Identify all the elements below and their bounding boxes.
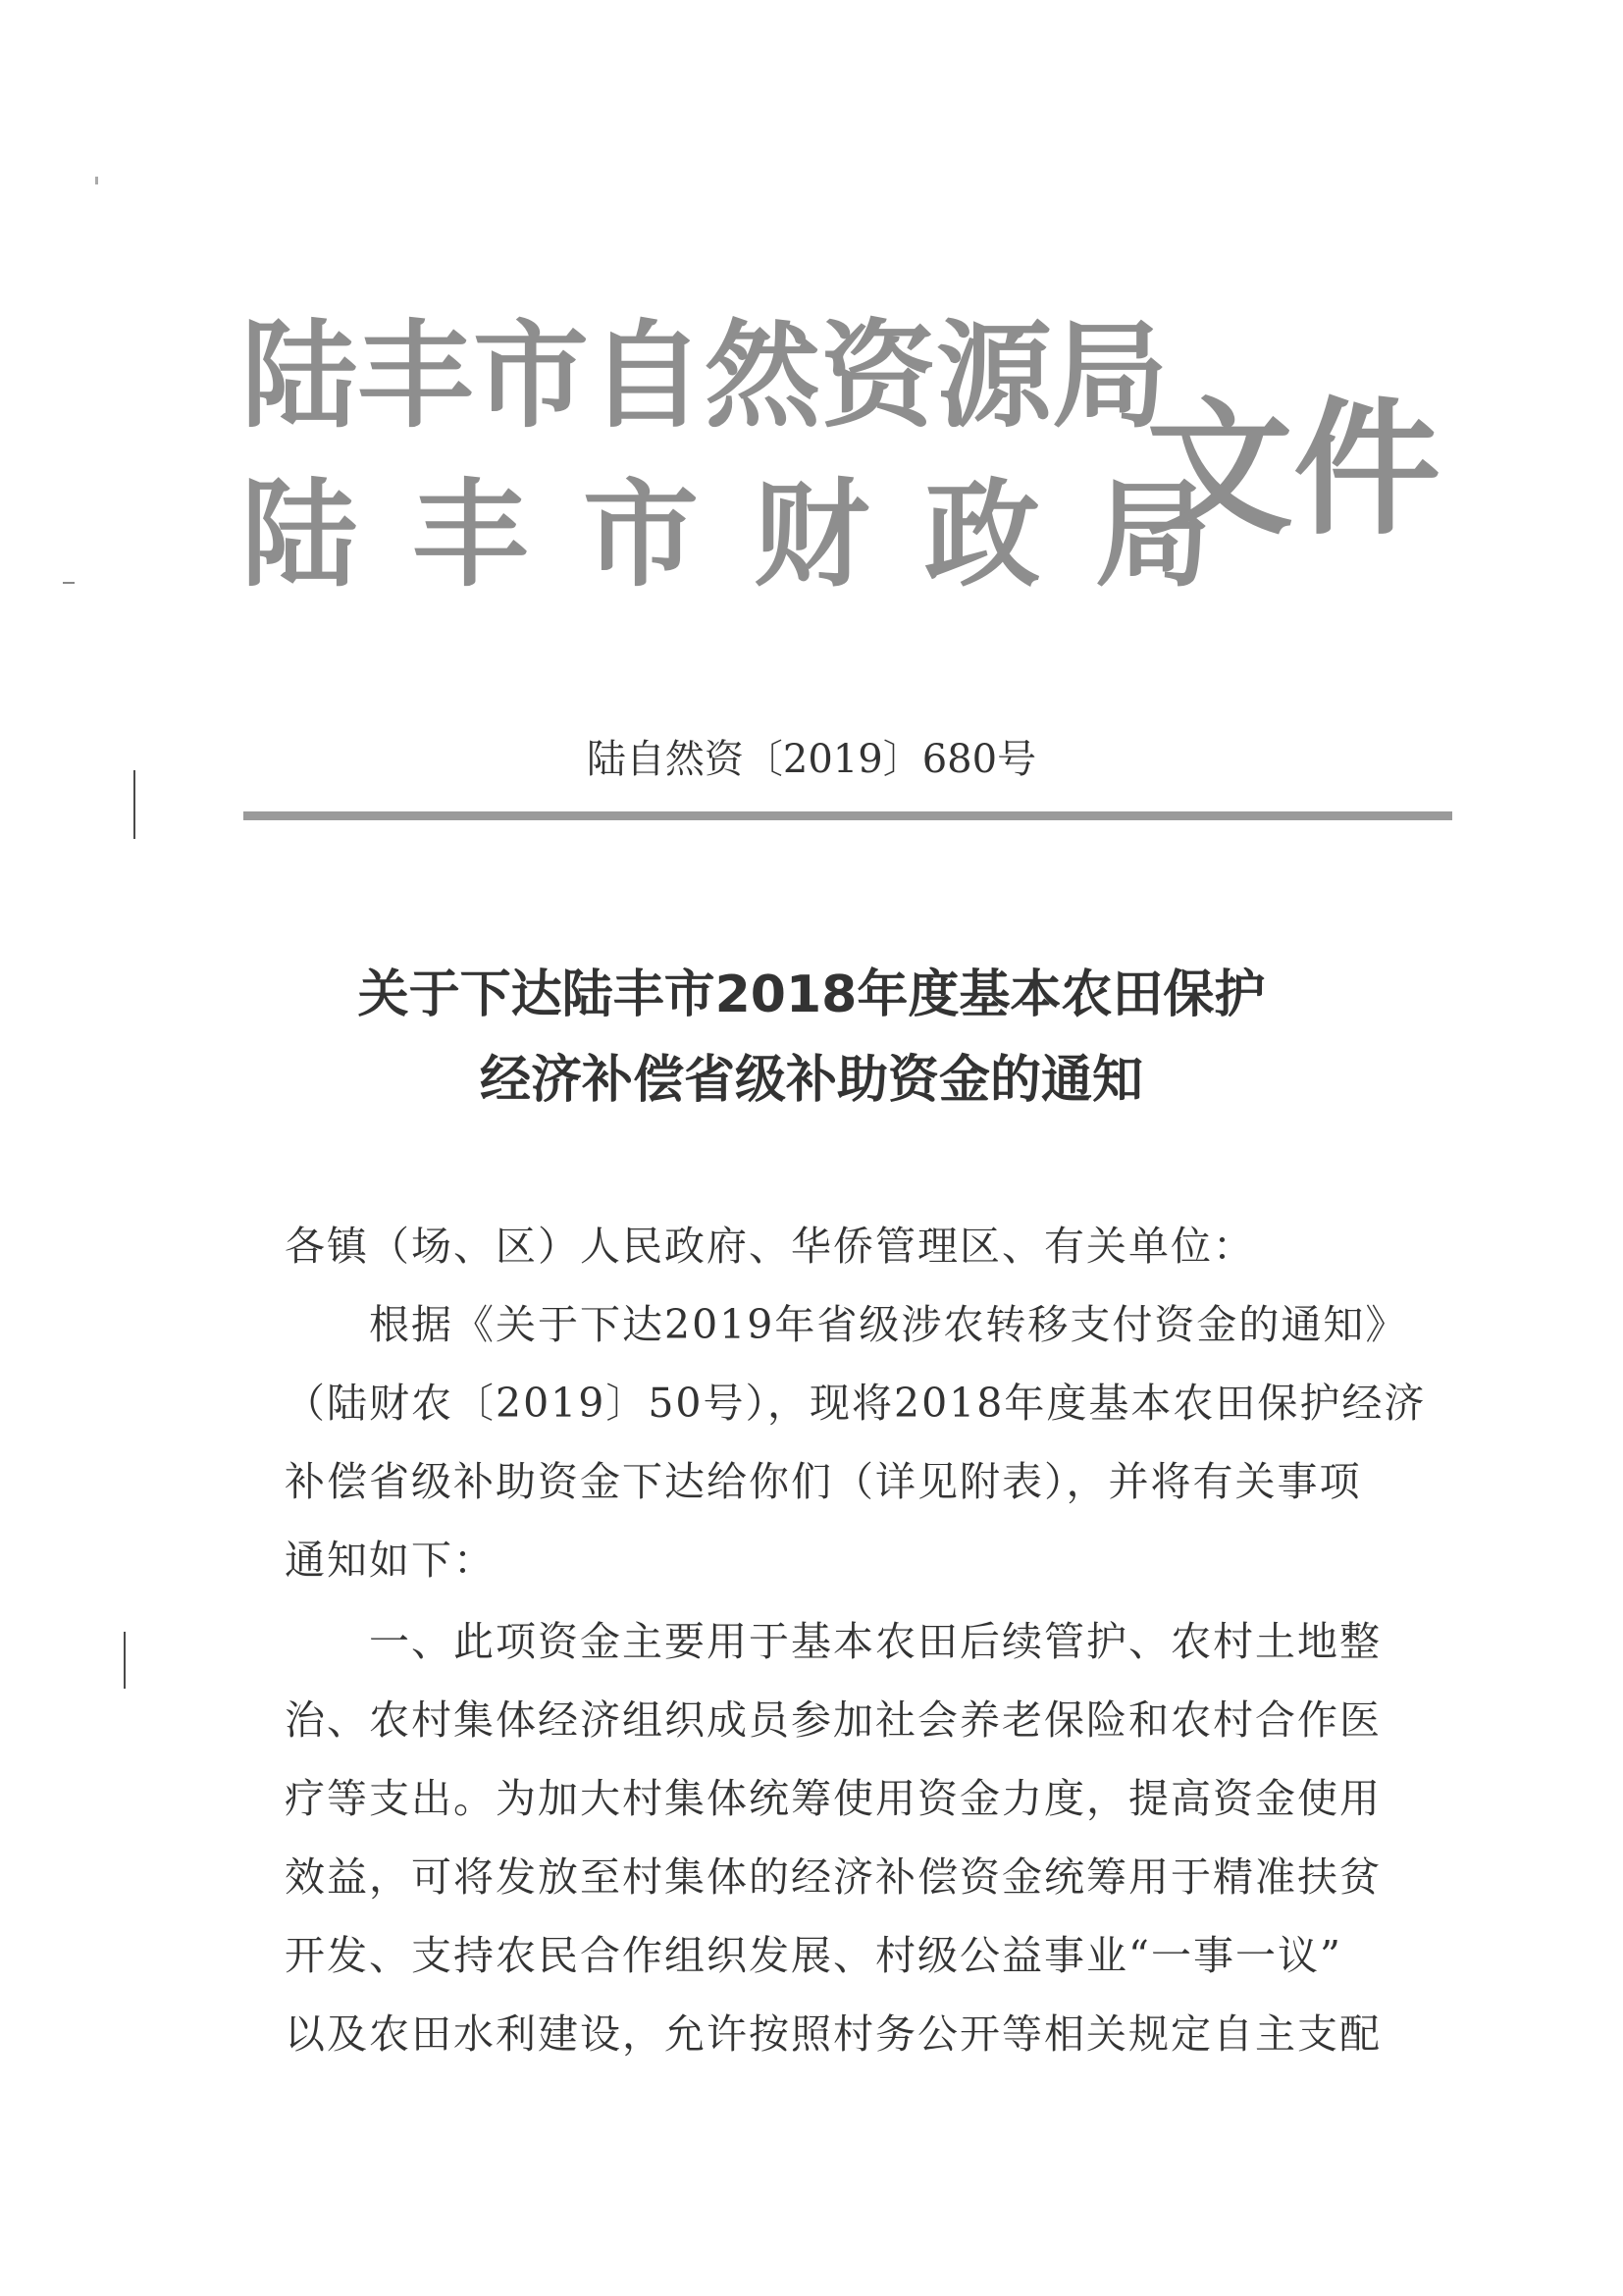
document-letterhead <box>241 308 1458 646</box>
paragraph-line: 治、农村集体经济组织成员参加社会养老保险和农村合作医 <box>285 1696 1382 1744</box>
paragraph-line: 根据《关于下达2019年省级涉农转移支付资金的通知》 <box>369 1301 1408 1348</box>
scan-artifact-mark <box>63 582 75 584</box>
salutation: 各镇（场、区）人民政府、华侨管理区、有关单位： <box>285 1223 1255 1270</box>
paragraph-line: 一、此项资金主要用于基本农田后续管护、农村土地整 <box>369 1618 1382 1665</box>
document-title-line-2: 经济补偿省级补助资金的通知 <box>479 1051 1143 1110</box>
document-title-line-1: 关于下达陆丰市2018年度基本农田保护 <box>357 965 1266 1024</box>
paragraph-line: 通知如下： <box>285 1537 496 1584</box>
scan-artifact-mark <box>95 177 98 184</box>
header-divider-rule <box>243 811 1452 820</box>
issuing-org-natural-resources: 陆丰市自然资源局 <box>241 308 1169 444</box>
paragraph-line: 补偿省级补助资金下达给你们（详见附表），并将有关事项 <box>285 1458 1362 1505</box>
paragraph-line: （陆财农〔2019〕50号），现将2018年度基本农田保护经济 <box>285 1380 1427 1427</box>
document-type-label: 文件 <box>1146 385 1441 555</box>
scan-artifact-mark <box>124 1632 126 1689</box>
paragraph-line: 效益，可将发放至村集体的经济补偿资金统筹用于精准扶贫 <box>285 1853 1382 1901</box>
paragraph-line: 疗等支出。为加大村集体统筹使用资金力度，提高资金使用 <box>285 1775 1382 1822</box>
document-number: 陆自然资〔2019〕680号 <box>586 737 1037 782</box>
issuing-org-finance: 陆丰市财政局 <box>241 467 1267 602</box>
paragraph-line: 开发、支持农民合作组织发展、村级公益事业“一事一议” <box>285 1932 1342 1979</box>
paragraph-line: 以及农田水利建设，允许按照村务公开等相关规定自主支配 <box>285 2010 1382 2058</box>
